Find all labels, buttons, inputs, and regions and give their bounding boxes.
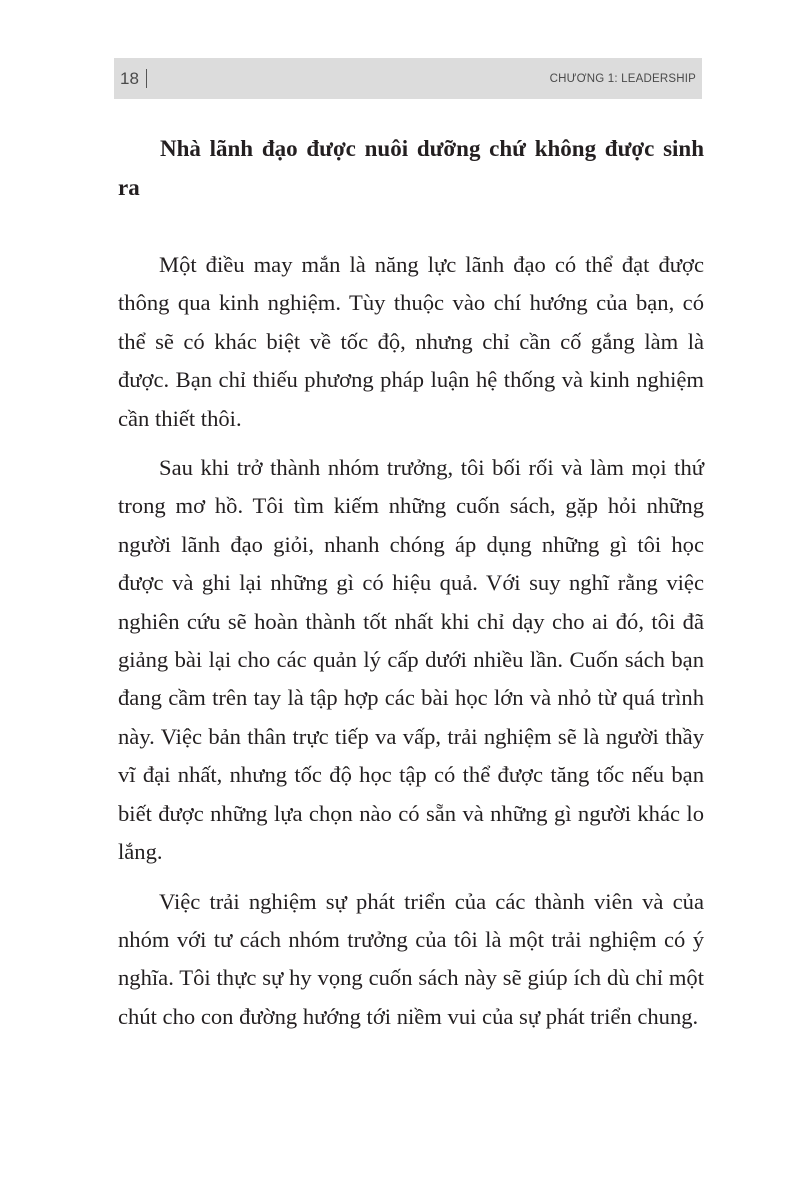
section-heading: Nhà lãnh đạo được nuôi dưỡng chứ không được sinh ra bbox=[118, 136, 704, 200]
header-divider bbox=[146, 69, 147, 88]
paragraph-1: Một điều may mắn là năng lực lãnh đạo có thể đạt được thông qua kinh nghiệm. Tùy thuộc vào chí hướng của bạn, có thể sẽ có khác biệt về tốc độ, nhưng chỉ cần cố gắng làm là được. Bạn chỉ thiếu phương pháp luận hệ thống và kinh nghiệm cần thiết thôi. bbox=[118, 252, 704, 431]
page-body bbox=[118, 129, 704, 1036]
chapter-title: CHƯƠNG 1: LEADERSHIP bbox=[549, 73, 696, 85]
paragraph-3: Việc trải nghiệm sự phát triển của các thành viên và của nhóm với tư cách nhóm trưởng của tôi là một trải nghiệm có ý nghĩa. Tôi thực sự hy vọng cuốn sách này sẽ giúp ích dù chỉ một chút cho con đường hướng tới niềm vui của sự phát triển chung. bbox=[118, 888, 704, 1029]
running-header bbox=[114, 58, 702, 99]
paragraph-2: Sau khi trở thành nhóm trưởng, tôi bối rối và làm mọi thứ trong mơ hồ. Tôi tìm kiếm những cuốn sách, gặp hỏi những người lãnh đạo giỏi, nhanh chóng áp dụng những gì tôi học được và ghi lại những gì có hiệu quả. Với suy nghĩ rằng việc nghiên cứu sẽ hoàn thành tốt nhất khi chỉ dạy cho ai đó, tôi đã giảng bài lại cho các quản lý cấp dưới nhiều lần. Cuốn sách bạn đang cầm trên tay là tập hợp các bài học lớn và nhỏ từ quá trình này. Việc bản thân trực tiếp va vấp, trải nghiệm sẽ là người thầy vĩ đại nhất, nhưng tốc độ học tập có thể được tăng tốc nếu bạn biết được những lựa chọn nào có sẵn và những gì người khác lo lắng. bbox=[118, 455, 704, 865]
page-number: 18 bbox=[120, 69, 139, 88]
